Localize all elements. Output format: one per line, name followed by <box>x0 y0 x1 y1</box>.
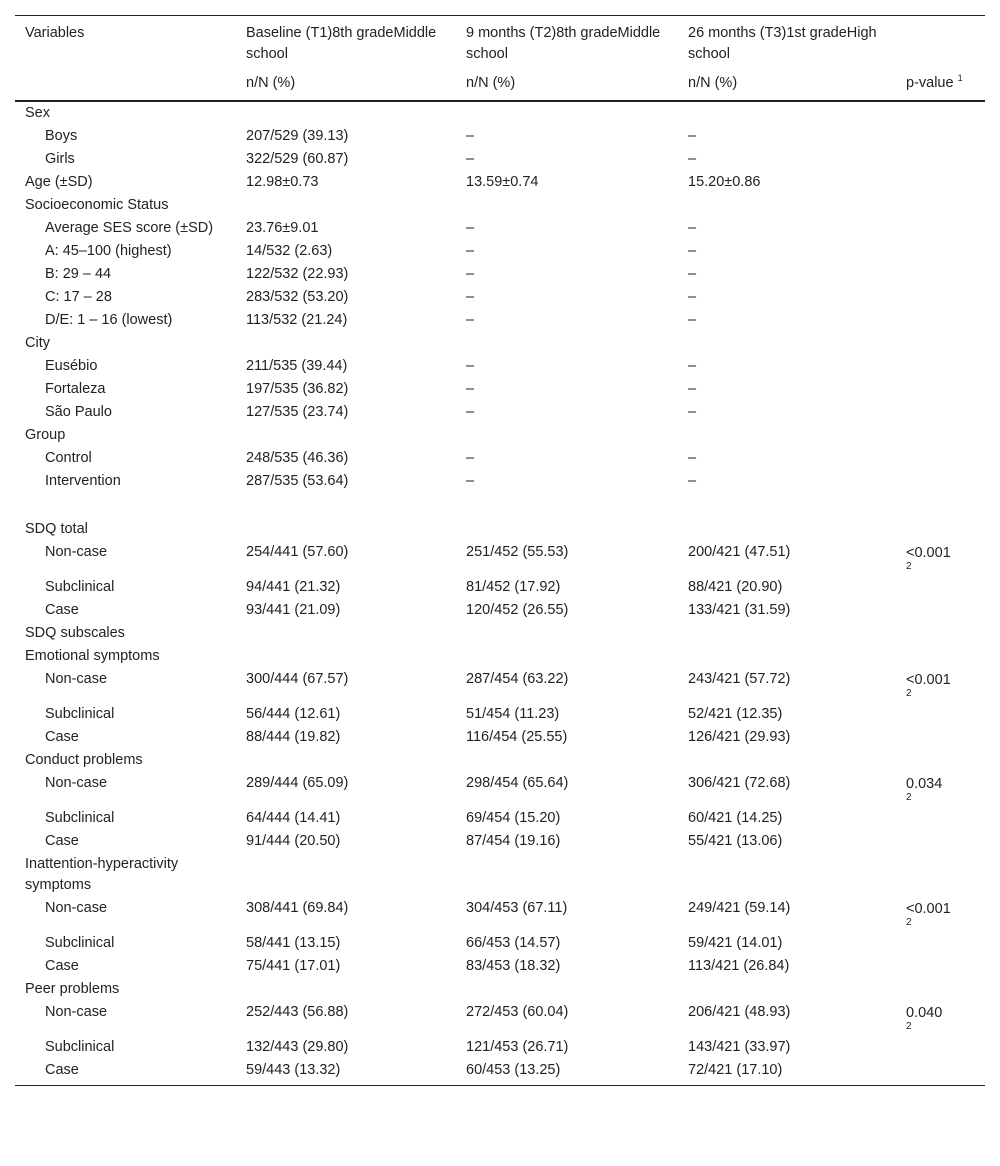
cell-pvalue <box>896 101 985 125</box>
table-row <box>15 645 985 668</box>
table-body <box>15 101 985 1086</box>
row-label: Case <box>15 1059 236 1086</box>
table-row <box>15 668 985 703</box>
pvalue-footnote: 2 <box>906 917 912 928</box>
cell-t2: 87/454 (19.16) <box>466 833 561 849</box>
header-nn-t3: n/N (%) <box>678 65 896 101</box>
characteristics-table <box>15 15 985 1086</box>
header-9-months-t2: 9 months (T2)8th gradeMiddle school <box>456 16 678 66</box>
row-label: Age (±SD) <box>25 174 93 190</box>
row-label: Boys <box>45 128 78 144</box>
table-row <box>15 853 985 897</box>
cell-pvalue <box>896 518 985 541</box>
cell-t3 <box>678 749 896 772</box>
cell-t2: 120/452 (26.55) <box>466 602 569 618</box>
pvalue-text: <0.001 <box>906 545 951 561</box>
pvalue-footnote: 2 <box>906 1021 912 1032</box>
cell-pvalue <box>896 932 985 955</box>
pvalue-text: 0.040 <box>906 1005 943 1021</box>
cell-t3: 200/421 (47.51) <box>688 544 791 560</box>
row-label: Inattention-hyperactivity symptoms <box>25 856 179 893</box>
header-variables: Variables <box>15 16 236 66</box>
table-row <box>15 897 985 932</box>
cell-pvalue <box>896 125 985 148</box>
row-label: SDQ total <box>25 521 88 537</box>
table-row <box>15 518 985 541</box>
row-label: Girls <box>45 151 75 167</box>
cell-t1: 207/529 (39.13) <box>246 128 349 144</box>
cell-pvalue <box>896 332 985 355</box>
cell-t2 <box>456 622 678 645</box>
cell-pvalue <box>896 599 985 622</box>
row-label: Peer problems <box>25 981 120 997</box>
cell-t2: 69/454 (15.20) <box>466 810 561 826</box>
table-row <box>15 807 985 830</box>
cell-pvalue <box>896 749 985 772</box>
cell-pvalue <box>896 703 985 726</box>
cell-pvalue <box>896 853 985 897</box>
cell-t3 <box>678 493 896 518</box>
row-label: Intervention <box>45 473 121 489</box>
cell-t3: 126/421 (29.93) <box>688 729 791 745</box>
cell-t1: 12.98±0.73 <box>246 174 319 190</box>
cell-t2: 13.59±0.74 <box>466 174 539 190</box>
cell-t3: 243/421 (57.72) <box>688 671 791 687</box>
cell-pvalue <box>896 194 985 217</box>
row-label: D/E: 1 – 16 (lowest) <box>45 312 173 328</box>
header-row-timepoints <box>15 16 985 66</box>
pvalue-text: <0.001 <box>906 672 951 688</box>
cell-t2 <box>456 978 678 1001</box>
table-row <box>15 171 985 194</box>
cell-t3: 55/421 (13.06) <box>688 833 783 849</box>
cell-t2: 298/454 (65.64) <box>466 775 569 791</box>
cell-t3: 249/421 (59.14) <box>688 900 791 916</box>
cell-t1: 283/532 (53.20) <box>246 289 349 305</box>
row-label: City <box>25 335 50 351</box>
table-row <box>15 101 985 125</box>
row-label: C: 17 – 28 <box>45 289 112 305</box>
table-row <box>15 749 985 772</box>
table-row <box>15 194 985 217</box>
cell-t1 <box>236 332 456 355</box>
header-pvalue-footnote: 1 <box>957 73 963 83</box>
cell-t3: 113/421 (26.84) <box>688 958 790 974</box>
cell-t3 <box>678 978 896 1001</box>
row-label: Non-case <box>45 900 108 916</box>
table-row <box>15 401 985 424</box>
row-label: Subclinical <box>45 810 115 826</box>
cell-t3 <box>678 101 896 125</box>
table-row <box>15 309 985 332</box>
row-label: SDQ subscales <box>25 625 125 641</box>
row-label: Average SES score (±SD) <box>45 220 214 236</box>
cell-t1: 94/441 (21.32) <box>246 579 341 595</box>
cell-t3 <box>678 194 896 217</box>
row-label: Sex <box>25 105 50 121</box>
cell-t1: 113/532 (21.24) <box>246 312 348 328</box>
cell-t3: 306/421 (72.68) <box>688 775 791 791</box>
header-empty <box>15 65 236 101</box>
cell-t3: – <box>688 243 697 259</box>
cell-t1: 322/529 (60.87) <box>246 151 349 167</box>
cell-t1: 91/444 (20.50) <box>246 833 341 849</box>
cell-t3 <box>678 622 896 645</box>
table-row <box>15 541 985 576</box>
table-row <box>15 599 985 622</box>
cell-t1: 75/441 (17.01) <box>246 958 341 974</box>
table-row <box>15 932 985 955</box>
pvalue-footnote: 2 <box>906 792 912 803</box>
table-header <box>15 16 985 102</box>
cell-pvalue <box>896 645 985 668</box>
cell-t1: 56/444 (12.61) <box>246 706 341 722</box>
table-row <box>15 576 985 599</box>
cell-t2 <box>456 493 678 518</box>
cell-t1: 64/444 (14.41) <box>246 810 341 826</box>
cell-t1 <box>236 493 456 518</box>
cell-t3: – <box>688 312 697 328</box>
cell-t3: – <box>688 404 697 420</box>
row-label: Socioeconomic Status <box>25 197 169 213</box>
row-label: Emotional symptoms <box>25 648 160 664</box>
cell-t1 <box>236 749 456 772</box>
table-row <box>15 772 985 807</box>
cell-pvalue <box>896 622 985 645</box>
cell-t3: 52/421 (12.35) <box>688 706 783 722</box>
cell-t2 <box>456 853 678 897</box>
table-row <box>15 125 985 148</box>
cell-pvalue <box>896 286 985 309</box>
cell-t2: 51/454 (11.23) <box>466 706 560 722</box>
header-row-units <box>15 65 985 101</box>
table-row <box>15 355 985 378</box>
cell-t2: – <box>466 266 475 282</box>
pvalue-text: 0.034 <box>906 776 943 792</box>
table-row <box>15 447 985 470</box>
pvalue-footnote: 2 <box>906 561 912 572</box>
cell-t3: 72/421 (17.10) <box>678 1059 896 1086</box>
cell-t1: 300/444 (67.57) <box>246 671 349 687</box>
cell-t1 <box>236 853 456 897</box>
cell-t3 <box>678 645 896 668</box>
cell-pvalue <box>896 772 985 807</box>
cell-t2: 121/453 (26.71) <box>466 1039 569 1055</box>
row-label: Control <box>45 450 92 466</box>
cell-t2: 81/452 (17.92) <box>466 579 561 595</box>
cell-t3: 206/421 (48.93) <box>688 1004 791 1020</box>
cell-t3: – <box>688 381 697 397</box>
cell-t2: – <box>466 404 475 420</box>
row-label: Conduct problems <box>25 752 143 768</box>
row-label: Non-case <box>45 671 108 687</box>
cell-pvalue <box>896 576 985 599</box>
table-row <box>15 622 985 645</box>
row-label: Non-case <box>45 544 108 560</box>
cell-pvalue <box>896 217 985 240</box>
cell-t1 <box>236 645 456 668</box>
cell-t2: 116/454 (25.55) <box>466 729 568 745</box>
cell-pvalue <box>896 897 985 932</box>
cell-t3: 60/421 (14.25) <box>688 810 783 826</box>
row-label: Fortaleza <box>45 381 106 397</box>
cell-t1 <box>236 101 456 125</box>
cell-t2: 60/453 (13.25) <box>456 1059 678 1086</box>
cell-pvalue <box>896 355 985 378</box>
cell-pvalue <box>896 978 985 1001</box>
cell-pvalue <box>896 240 985 263</box>
table-row <box>15 703 985 726</box>
cell-t1: 59/443 (13.32) <box>236 1059 456 1086</box>
table-row <box>15 286 985 309</box>
cell-t1: 122/532 (22.93) <box>246 266 349 282</box>
table-row <box>15 955 985 978</box>
row-label: Case <box>45 833 79 849</box>
cell-pvalue <box>896 171 985 194</box>
row-label: Case <box>45 602 79 618</box>
cell-t3: – <box>688 289 697 305</box>
table-row <box>15 1001 985 1036</box>
cell-t1: 254/441 (57.60) <box>246 544 349 560</box>
cell-t2: – <box>466 151 475 167</box>
cell-t2 <box>456 518 678 541</box>
cell-t2: 272/453 (60.04) <box>466 1004 569 1020</box>
cell-t1: 252/443 (56.88) <box>246 1004 349 1020</box>
cell-t1: 211/535 (39.44) <box>246 358 348 374</box>
row-label: Case <box>45 729 79 745</box>
cell-t1: 287/535 (53.64) <box>246 473 349 489</box>
header-pvalue-label: p-value <box>906 75 954 91</box>
cell-pvalue <box>896 424 985 447</box>
row-label: Group <box>25 427 66 443</box>
header-pvalue <box>896 65 985 101</box>
table-row <box>15 470 985 493</box>
pvalue-footnote: 2 <box>906 688 912 699</box>
cell-t3: 15.20±0.86 <box>688 174 761 190</box>
cell-pvalue <box>896 470 985 493</box>
table-row <box>15 148 985 171</box>
cell-t2: – <box>466 220 475 236</box>
cell-t2: 83/453 (18.32) <box>466 958 561 974</box>
cell-pvalue <box>896 1059 985 1086</box>
cell-t3: 59/421 (14.01) <box>688 935 783 951</box>
table-row <box>15 726 985 749</box>
cell-pvalue <box>896 955 985 978</box>
cell-t2 <box>456 101 678 125</box>
cell-t3 <box>678 518 896 541</box>
header-nn-t2: n/N (%) <box>456 65 678 101</box>
cell-t3: – <box>688 450 697 466</box>
cell-t1 <box>236 978 456 1001</box>
row-label: Subclinical <box>45 579 115 595</box>
cell-t2: – <box>466 450 475 466</box>
cell-t3: 88/421 (20.90) <box>688 579 783 595</box>
cell-pvalue <box>896 378 985 401</box>
table-row <box>15 978 985 1001</box>
cell-t1: 248/535 (46.36) <box>246 450 349 466</box>
cell-t3: 143/421 (33.97) <box>688 1039 791 1055</box>
cell-t1: 127/535 (23.74) <box>246 404 349 420</box>
cell-pvalue <box>896 447 985 470</box>
cell-t1: 88/444 (19.82) <box>246 729 341 745</box>
cell-t1: 289/444 (65.09) <box>246 775 349 791</box>
row-label: Subclinical <box>45 1039 115 1055</box>
table-row <box>15 240 985 263</box>
row-label: Non-case <box>45 1004 108 1020</box>
header-baseline-t1: Baseline (T1)8th gradeMiddle school <box>236 16 456 66</box>
cell-t1: 58/441 (13.15) <box>246 935 341 951</box>
cell-pvalue <box>896 493 985 518</box>
header-26-months-t3: 26 months (T3)1st gradeHigh school <box>678 16 896 66</box>
row-label: Non-case <box>45 775 108 791</box>
row-label: Subclinical <box>45 706 115 722</box>
cell-t1 <box>236 622 456 645</box>
cell-t1: 197/535 (36.82) <box>246 381 349 397</box>
cell-t1: 132/443 (29.80) <box>246 1039 349 1055</box>
table-row <box>15 378 985 401</box>
cell-t3: – <box>688 151 697 167</box>
cell-pvalue <box>896 1036 985 1059</box>
cell-pvalue <box>896 807 985 830</box>
cell-t2: – <box>466 312 475 328</box>
row-label: Eusébio <box>45 358 98 374</box>
cell-t2 <box>456 332 678 355</box>
cell-t2: 66/453 (14.57) <box>466 935 561 951</box>
cell-t3: – <box>688 358 697 374</box>
cell-pvalue <box>896 309 985 332</box>
row-label: A: 45–100 (highest) <box>45 243 172 259</box>
cell-t3 <box>678 332 896 355</box>
cell-t3 <box>678 424 896 447</box>
cell-t3: – <box>688 473 697 489</box>
cell-t2: – <box>466 128 475 144</box>
cell-t3: – <box>688 266 697 282</box>
table-row <box>15 263 985 286</box>
cell-pvalue <box>896 830 985 853</box>
table-row <box>15 1036 985 1059</box>
cell-t2: – <box>466 473 475 489</box>
cell-t3: 133/421 (31.59) <box>688 602 791 618</box>
cell-t2: – <box>466 358 475 374</box>
row-label: Case <box>45 958 79 974</box>
cell-t2 <box>456 194 678 217</box>
cell-pvalue <box>896 148 985 171</box>
table-row <box>15 830 985 853</box>
cell-pvalue <box>896 401 985 424</box>
cell-t1: 23.76±9.01 <box>246 220 319 236</box>
cell-pvalue <box>896 263 985 286</box>
table-row <box>15 332 985 355</box>
table-row <box>15 1059 985 1086</box>
cell-t2 <box>456 749 678 772</box>
cell-t3 <box>678 853 896 897</box>
cell-t2 <box>456 424 678 447</box>
table-row-spacer <box>15 493 985 518</box>
cell-t2: – <box>466 289 475 305</box>
cell-t2: 287/454 (63.22) <box>466 671 569 687</box>
cell-t2: – <box>466 243 475 259</box>
cell-t2 <box>456 645 678 668</box>
cell-t2: – <box>466 381 475 397</box>
cell-t1: 14/532 (2.63) <box>246 243 333 259</box>
header-nn-t1: n/N (%) <box>236 65 456 101</box>
row-label: B: 29 – 44 <box>45 266 112 282</box>
row-label: São Paulo <box>45 404 112 420</box>
table-row <box>15 424 985 447</box>
data-table-container <box>15 15 985 1086</box>
cell-t1 <box>236 424 456 447</box>
cell-t1 <box>236 194 456 217</box>
cell-pvalue <box>896 668 985 703</box>
cell-t2: 251/452 (55.53) <box>466 544 569 560</box>
cell-pvalue <box>896 1001 985 1036</box>
pvalue-text: <0.001 <box>906 901 951 917</box>
table-row <box>15 217 985 240</box>
cell-t2: 304/453 (67.11) <box>466 900 568 916</box>
header-empty <box>896 16 985 66</box>
cell-pvalue <box>896 541 985 576</box>
cell-t1: 308/441 (69.84) <box>246 900 349 916</box>
cell-t1: 93/441 (21.09) <box>246 602 341 618</box>
cell-pvalue <box>896 726 985 749</box>
cell-t3: – <box>688 128 697 144</box>
row-label: Subclinical <box>45 935 115 951</box>
cell-t1 <box>236 518 456 541</box>
cell-t3: – <box>688 220 697 236</box>
row-label <box>15 493 236 518</box>
